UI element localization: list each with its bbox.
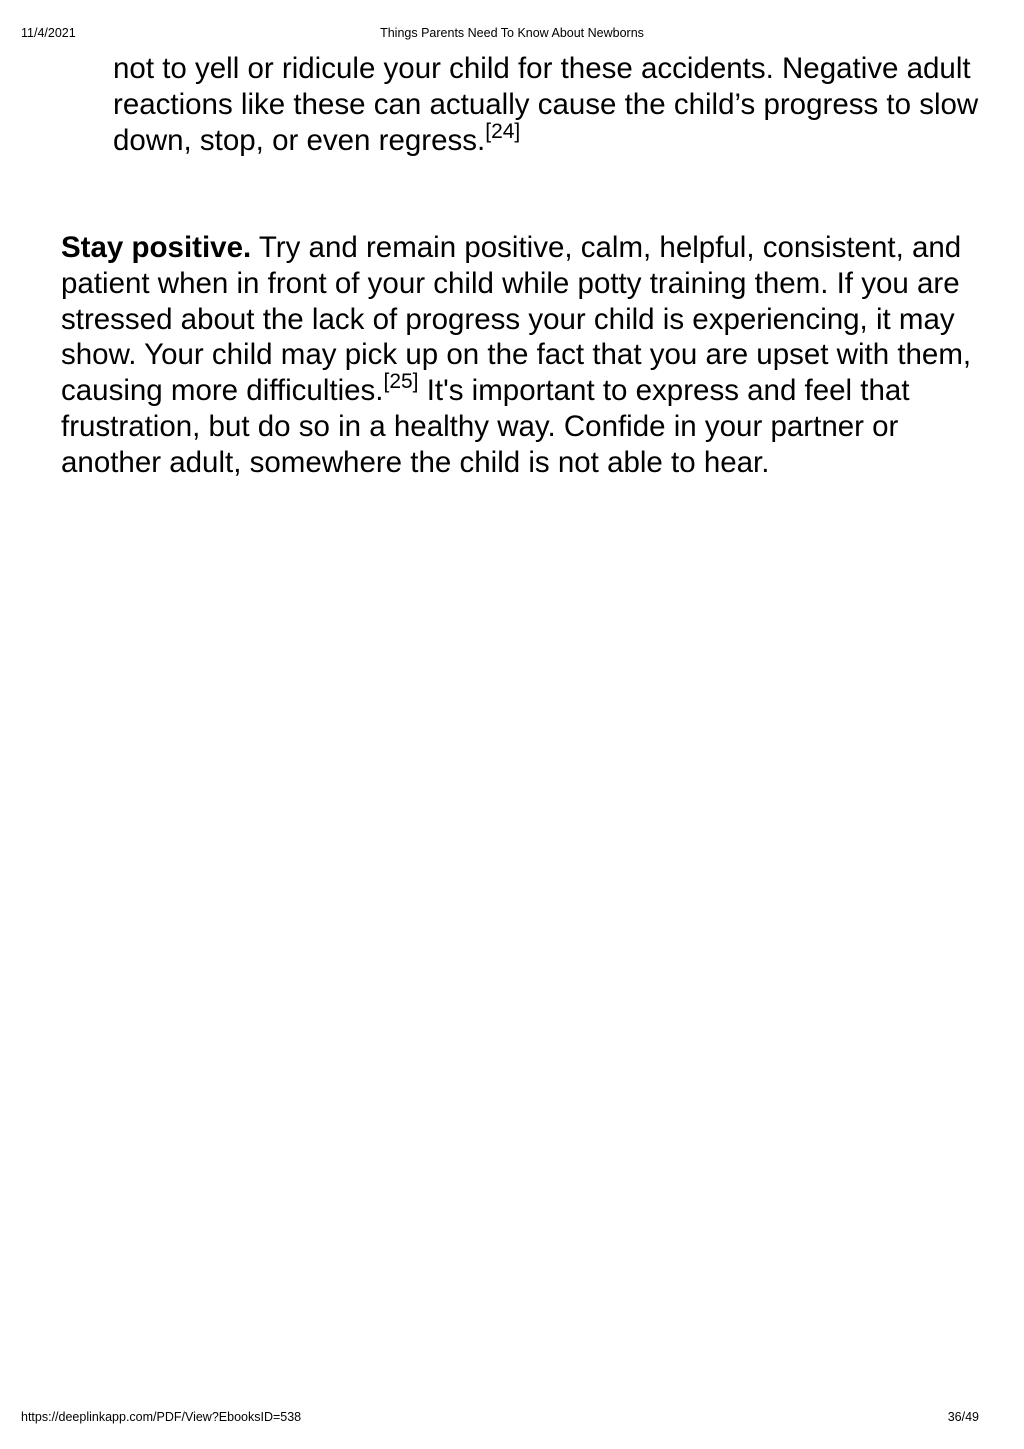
page-number: 36/49	[947, 1410, 979, 1424]
print-date: 11/4/2021	[21, 26, 76, 40]
paragraph-stay-positive-text-2: It's important to express and feel that frustration, but do so in a healthy way. Confide in your partner or another adult, somewhere the child is not able to hear.	[61, 374, 910, 479]
paragraph-accidents-text: not to yell or ridicule your child for these accidents. Negative adult reactions like these can actually cause the child’s progress to slow down, stop, or even regress.	[113, 52, 979, 157]
document-title: Things Parents Need To Know About Newborns	[380, 26, 644, 40]
paragraph-heading: Stay positive.	[61, 231, 252, 264]
paragraph-accidents	[113, 51, 993, 158]
source-url: https://deeplinkapp.com/PDF/View?EbooksID=538	[21, 1410, 302, 1424]
citation-24[interactable]: [24]	[485, 119, 521, 143]
citation-25[interactable]: [25]	[383, 370, 419, 394]
paragraph-stay-positive-text-1: Try and remain positive, calm, helpful, consistent, and patient when in front of your child while potty training them. If you are stressed about the lack of progress your child is experiencing, it may show. Your child may pick up on the fact that you are upset with them, causing more difficulties.	[61, 231, 972, 408]
paragraph-stay-positive	[61, 230, 996, 481]
